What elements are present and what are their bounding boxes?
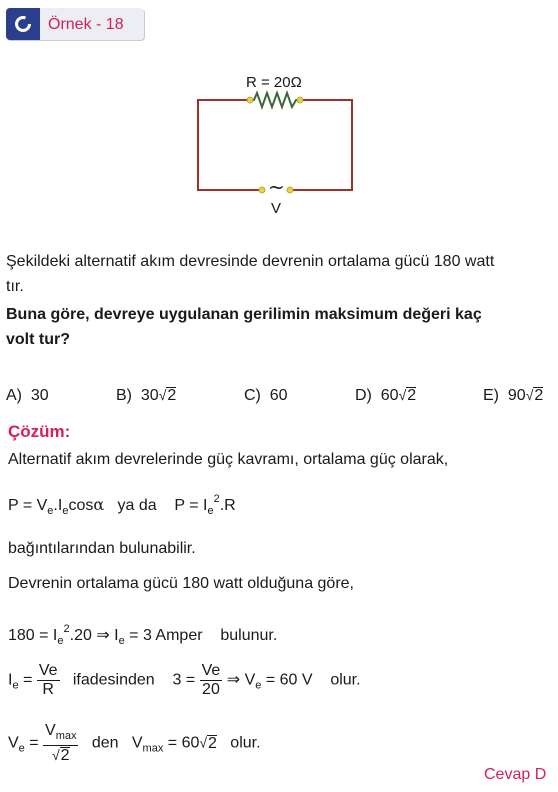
power-formula: $P = V_e.I_e\cos\alpha$ ya da $P = I_e^2.R$ [8,493,236,517]
terminal [297,97,303,103]
option-c[interactable]: C) 60 [244,387,288,404]
option-d[interactable]: D) 60√2 [355,387,417,404]
circuit-diagram [190,70,360,220]
resistor-label: R = 20Ω [246,74,302,91]
terminal [287,187,293,193]
question-line-1: Şekildeki alternatif akım devresinde devrenin ortalama gücü 180 watt [6,253,495,270]
solution-given: Devrenin ortalama gücü 180 watt olduğuna göre, [8,575,354,592]
option-a[interactable]: A) 30 [6,387,49,404]
example-tag [6,8,144,40]
refresh-icon [6,8,40,40]
solution-heading: Çözüm: [8,422,71,441]
step-2: $I_e$ = $\frac{Ve}{R}$ ifadesinden 3 = $\frac{Ve}{20}$ ⇒ $V_e = 60$ V olur. [8,662,361,698]
question-bold-1: Buna göre, devreye uygulanan gerilimin maksimum değeri kaç [6,306,482,323]
example-title: Örnek - 18 [48,16,124,33]
solution-intro: Alternatif akım devrelerinde güç kavramı, ortalama güç olarak, [8,451,449,468]
solution-after-formula: bağıntılarından bulunabilir. [8,540,196,557]
ac-source-symbol: ~ [268,175,285,199]
question-line-2: tır. [6,278,24,295]
step-1: $180 = I_e^2.20$ ⇒ $I_e = 3$ Amper bulunur. [8,623,278,647]
answer-label: Cevap D [484,766,547,783]
terminal [259,187,265,193]
option-e[interactable]: E) 90√2 [483,387,544,404]
step-3: $V_e$ = $\frac{V_{max}}{√2}$ den $V_{max} = 60√2$ olur. [8,722,261,764]
resistor [250,93,300,107]
option-b[interactable]: B) 30√2 [116,387,177,404]
terminal [247,97,253,103]
source-label: V [271,200,282,217]
question-bold-2: volt tur? [6,331,70,348]
